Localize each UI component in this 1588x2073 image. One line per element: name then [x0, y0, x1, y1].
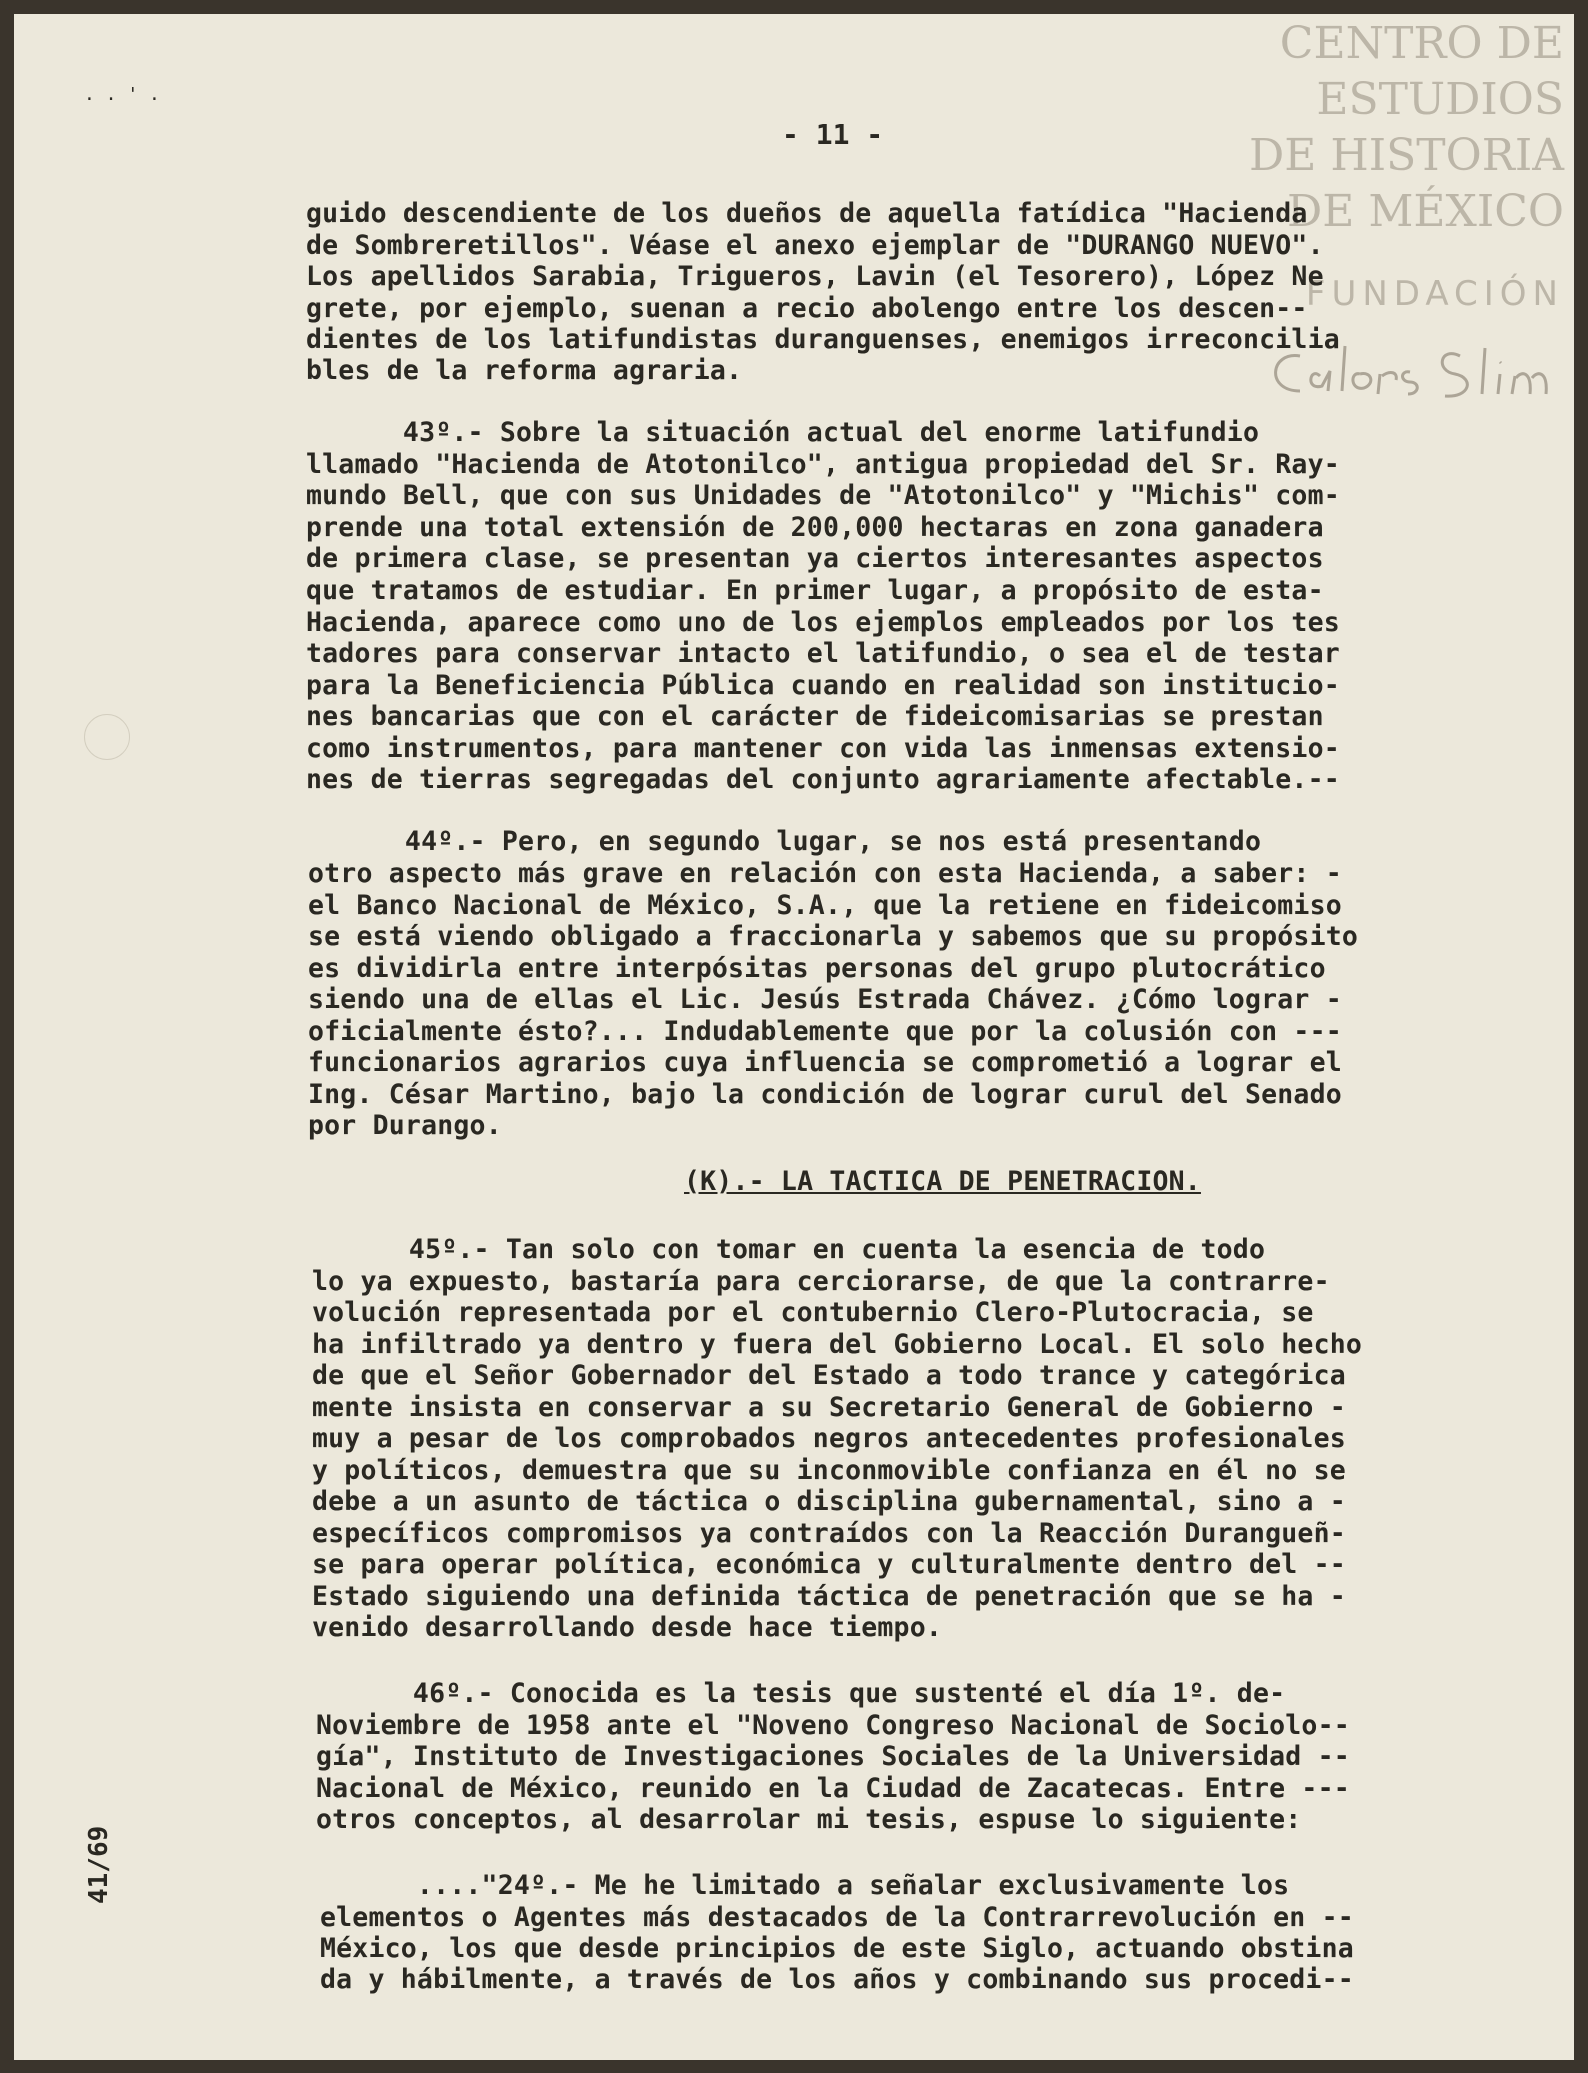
- text-line: se para operar política, económica y culturalmente dentro del --: [312, 1549, 1346, 1580]
- text-line: bles de la reforma agraria.: [306, 355, 743, 386]
- section-heading: (K).- LA TACTICA DE PENETRACION.: [684, 1166, 1201, 1197]
- text-line: 46º.- Conocida es la tesis que sustenté el día 1º. de-: [316, 1678, 1286, 1709]
- text-line: para la Beneficiencia Pública cuando en realidad son institucio-: [306, 670, 1340, 701]
- text-line: ...."24º.- Me he limitado a señalar exclusivamente los: [320, 1870, 1290, 1901]
- text-line: y políticos, demuestra que su inconmovible confianza en él no se: [312, 1455, 1346, 1486]
- text-line: de que el Señor Gobernador del Estado a todo trance y categórica: [312, 1360, 1346, 1391]
- margin-note: 41/69: [84, 1825, 114, 1904]
- text-line: oficialmente ésto?... Indudablemente que por la colusión con ---: [308, 1016, 1342, 1047]
- text-line: nes de tierras segregadas del conjunto agrariamente afectable.--: [306, 764, 1340, 795]
- watermark-line: ESTUDIOS: [1316, 74, 1564, 125]
- text-line: ha infiltrado ya dentro y fuera del Gobierno Local. El solo hecho: [312, 1329, 1363, 1360]
- text-line: específicos compromisos ya contraídos con la Reacción Durangueñ-: [312, 1518, 1346, 1549]
- text-line: por Durango.: [308, 1110, 502, 1141]
- text-line: de primera clase, se presentan ya ciertos interesantes aspectos: [306, 543, 1324, 574]
- watermark-line: DE HISTORIA: [1249, 130, 1564, 181]
- watermark-line: DE MÉXICO: [1287, 186, 1564, 237]
- text-line: que tratamos de estudiar. En primer lugar, a propósito de esta-: [306, 575, 1324, 606]
- punch-hole: [84, 714, 130, 760]
- text-line: lo ya expuesto, bastaría para cerciorarse, de que la contrarre-: [312, 1266, 1330, 1297]
- watermark-line: CENTRO DE: [1279, 18, 1564, 69]
- text-line: es dividirla entre interpósitas personas del grupo plutocrático: [308, 953, 1326, 984]
- text-line: gía", Instituto de Investigaciones Sociales de la Universidad --: [316, 1741, 1350, 1772]
- text-line: mente insista en conservar a su Secretario General de Gobierno -: [312, 1392, 1346, 1423]
- text-line: Estado siguiendo una definida táctica de penetración que se ha -: [312, 1581, 1346, 1612]
- text-line: prende una total extensión de 200,000 hectaras en zona ganadera: [306, 512, 1324, 543]
- text-line: venido desarrollando desde hace tiempo.: [312, 1612, 943, 1643]
- text-line: debe a un asunto de táctica o disciplina gubernamental, sino a -: [312, 1486, 1346, 1517]
- text-line: Hacienda, aparece como uno de los ejemplos empleados por los tes: [306, 607, 1340, 638]
- text-line: Los apellidos Sarabia, Trigueros, Lavin (el Tesorero), López Ne: [306, 261, 1324, 292]
- text-line: se está viendo obligado a fraccionarla y sabemos que su propósito: [308, 921, 1359, 952]
- text-line: Nacional de México, reunido en la Ciudad de Zacatecas. Entre ---: [316, 1773, 1350, 1804]
- text-line: otros conceptos, al desarrolar mi tesis, espuse lo siguiente:: [316, 1804, 1302, 1835]
- text-line: muy a pesar de los comprobados negros antecedentes profesionales: [312, 1423, 1346, 1454]
- text-line: México, los que desde principios de este Siglo, actuando obstina: [320, 1933, 1354, 1964]
- text-line: Noviembre de 1958 ante el "Noveno Congreso Nacional de Sociolo--: [316, 1710, 1350, 1741]
- text-line: grete, por ejemplo, suenan a recio abolengo entre los descen--: [306, 293, 1308, 324]
- text-line: nes bancarias que con el carácter de fideicomisarias se prestan: [306, 701, 1324, 732]
- text-line: otro aspecto más grave en relación con esta Hacienda, a saber: -: [308, 858, 1342, 889]
- page-specks: . . ' .: [84, 84, 160, 105]
- text-line: llamado "Hacienda de Atotonilco", antigua propiedad del Sr. Ray-: [306, 449, 1340, 480]
- text-line: mundo Bell, que con sus Unidades de "Atotonilco" y "Michis" com-: [306, 480, 1340, 511]
- text-line: el Banco Nacional de México, S.A., que la retiene en fideicomiso: [308, 890, 1342, 921]
- text-line: de Sombreretillos". Véase el anexo ejemplar de "DURANGO NUEVO".: [306, 230, 1324, 261]
- text-line: volución representada por el contubernio Clero-Plutocracia, se: [312, 1297, 1314, 1328]
- text-line: tadores para conservar intacto el latifundio, o sea el de testar: [306, 638, 1340, 669]
- document-page: [14, 14, 1574, 2060]
- watermark-fundacion: FUNDACIÓN: [1305, 274, 1564, 314]
- text-line: guido descendiente de los dueños de aquella fatídica "Hacienda: [306, 198, 1308, 229]
- text-line: 44º.- Pero, en segundo lugar, se nos está presentando: [308, 826, 1262, 857]
- text-line: 45º.- Tan solo con tomar en cuenta la esencia de todo: [312, 1234, 1266, 1265]
- text-line: dientes de los latifundistas duranguenses, enemigos irreconcilia: [306, 324, 1340, 355]
- text-line: Ing. César Martino, bajo la condición de lograr curul del Senado: [308, 1079, 1342, 1110]
- text-line: funcionarios agrarios cuya influencia se comprometió a lograr el: [308, 1047, 1342, 1078]
- page-number: - 11 -: [782, 118, 884, 151]
- text-line: da y hábilmente, a través de los años y combinando sus procedi--: [320, 1964, 1354, 1995]
- text-line: elementos o Agentes más destacados de la Contrarrevolución en --: [320, 1902, 1354, 1933]
- text-line: 43º.- Sobre la situación actual del enorme latifundio: [306, 417, 1260, 448]
- text-line: siendo una de ellas el Lic. Jesús Estrada Chávez. ¿Cómo lograr -: [308, 984, 1342, 1015]
- text-line: como instrumentos, para mantener con vida las inmensas extensio-: [306, 733, 1340, 764]
